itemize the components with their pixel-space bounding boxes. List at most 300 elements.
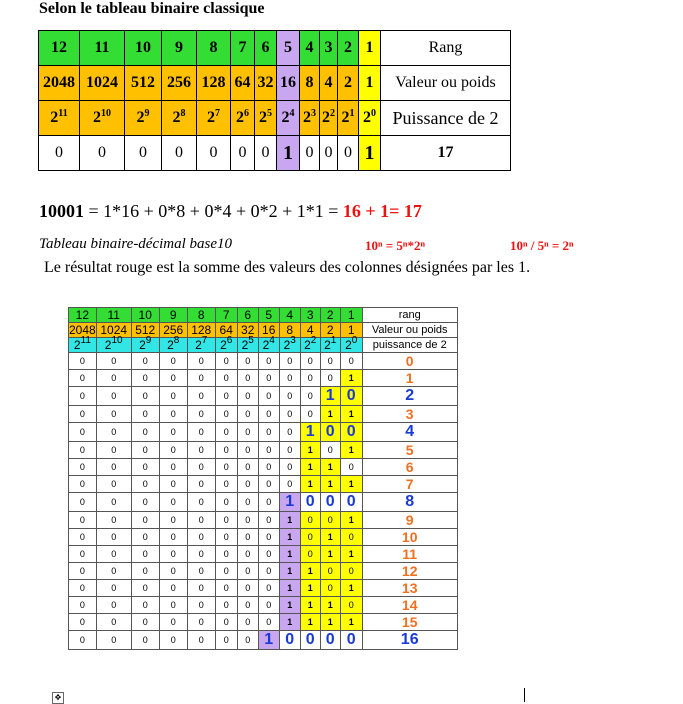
power-base: 2	[324, 338, 331, 352]
bit-cell: 0	[258, 597, 279, 614]
power-cell	[69, 335, 97, 353]
bit-cell: 0	[187, 476, 215, 493]
bit-cell: 0	[69, 597, 97, 614]
table-row	[69, 493, 458, 512]
bit-cell: 0	[96, 546, 131, 563]
bit-cell: 1	[300, 563, 320, 580]
bit-cell: 0	[131, 493, 159, 512]
bit-cell: 0	[159, 614, 187, 631]
value-label: Valeur ou poids	[381, 66, 511, 101]
table-move-handle-icon[interactable]: ✥	[52, 692, 64, 704]
bit-cell: 0	[131, 353, 159, 370]
bit-cell: 0	[96, 563, 131, 580]
bit-cell: 0	[279, 370, 300, 387]
bit-cell: 0	[69, 512, 97, 529]
bit-cell: 0	[80, 136, 125, 171]
bit-cell: 0	[96, 512, 131, 529]
rank-cell: 4	[300, 31, 320, 66]
power-base: 2	[363, 109, 371, 126]
bit-cell: 0	[258, 546, 279, 563]
power-cell	[338, 101, 359, 136]
power-cell	[39, 101, 80, 136]
power-cell	[215, 335, 237, 353]
bit-cell: 0	[215, 580, 237, 597]
bit-cell: 0	[159, 546, 187, 563]
power-exponent: 2	[330, 108, 335, 119]
bit-cell: 0	[159, 512, 187, 529]
table-row	[69, 631, 458, 650]
rank-label: rang	[362, 308, 457, 323]
bit-cell: 0	[279, 423, 300, 442]
table-row	[69, 406, 458, 423]
table-row	[69, 353, 458, 370]
equation	[39, 201, 422, 222]
bit-cell: 0	[237, 512, 258, 529]
bit-cell: 0	[131, 459, 159, 476]
bit-cell: 0	[215, 597, 237, 614]
bit-cell: 0	[300, 406, 320, 423]
rank-cell: 3	[300, 308, 320, 323]
table-caption: Tableau binaire-décimal base10	[39, 236, 233, 252]
bit-cell: 0	[159, 580, 187, 597]
table-row	[69, 614, 458, 631]
rank-cell: 9	[162, 31, 197, 66]
power-base: 2	[136, 109, 145, 126]
bit-cell: 0	[237, 546, 258, 563]
bit-cell: 0	[69, 529, 97, 546]
bit-cell: 0	[340, 459, 362, 476]
power-exponent: 11	[80, 335, 91, 346]
rank-row	[39, 31, 511, 66]
bit-cell: 0	[320, 370, 340, 387]
rank-cell: 2	[338, 31, 359, 66]
table-row	[69, 546, 458, 563]
power-label: Puissance de 2	[381, 101, 511, 136]
power-exponent: 8	[180, 108, 186, 119]
bit-cell: 0	[258, 563, 279, 580]
equation-result: 16 + 1= 17	[342, 201, 422, 221]
power-base: 2	[195, 338, 202, 352]
bit-cell: 0	[131, 512, 159, 529]
rank-cell: 12	[69, 308, 97, 323]
rank-cell: 11	[80, 31, 125, 66]
bit-cell: 0	[237, 423, 258, 442]
bit-cell: 0	[125, 136, 162, 171]
bit-cell: 0	[159, 459, 187, 476]
rank-cell: 6	[237, 308, 258, 323]
bit-cell: 0	[255, 136, 277, 171]
power-cell	[237, 335, 258, 353]
value-cell: 16	[277, 66, 300, 101]
bit-cell: 0	[131, 631, 159, 650]
value-cell: 128	[197, 66, 231, 101]
bit-cell: 0	[215, 387, 237, 406]
formula-1: 10ⁿ = 5ⁿ*2ⁿ	[365, 238, 425, 253]
bit-cell: 0	[279, 631, 300, 650]
decimal-cell: 15	[362, 614, 457, 631]
bit-cell: 1	[340, 442, 362, 459]
bit-cell: 0	[258, 406, 279, 423]
bit-cell: 0	[159, 387, 187, 406]
bit-cell: 1	[279, 580, 300, 597]
bit-cell: 0	[96, 406, 131, 423]
bit-cell: 0	[340, 423, 362, 442]
power-cell	[258, 335, 279, 353]
bit-cell: 0	[187, 387, 215, 406]
bit-cell: 0	[258, 423, 279, 442]
bit-cell: 0	[215, 529, 237, 546]
bit-cell: 0	[187, 442, 215, 459]
bit-cell: 0	[237, 442, 258, 459]
decimal-cell: 9	[362, 512, 457, 529]
power-base: 2	[167, 338, 174, 352]
bit-cell: 0	[159, 597, 187, 614]
power-base: 2	[262, 338, 270, 352]
bit-cell: 0	[96, 387, 131, 406]
power-base: 2	[50, 109, 59, 126]
power-base: 2	[322, 109, 330, 126]
bit-cell: 0	[320, 423, 340, 442]
bit-cell: 1	[320, 406, 340, 423]
power-cell	[340, 335, 362, 353]
power-exponent: 0	[351, 335, 358, 346]
bit-cell: 0	[320, 563, 340, 580]
bit-cell: 1	[340, 476, 362, 493]
rank-cell: 7	[231, 31, 255, 66]
equation-expression: = 1*16 + 0*8 + 0*4 + 0*2 + 1*1 =	[84, 201, 343, 221]
bit-cell: 0	[237, 614, 258, 631]
rank-cell: 8	[187, 308, 215, 323]
bit-cell: 0	[159, 529, 187, 546]
bit-cell: 0	[159, 370, 187, 387]
bit-cell: 1	[340, 512, 362, 529]
bit-cell: 0	[340, 563, 362, 580]
power-cell	[231, 101, 255, 136]
bit-cell: 0	[187, 614, 215, 631]
value-cell: 256	[159, 323, 187, 338]
bit-cell: 0	[96, 476, 131, 493]
bit-cell: 0	[69, 493, 97, 512]
table-row	[69, 597, 458, 614]
bit-cell: 0	[159, 406, 187, 423]
rank-cell: 8	[197, 31, 231, 66]
bit-cell: 0	[300, 353, 320, 370]
bit-cell: 0	[187, 597, 215, 614]
decimal-cell: 12	[362, 563, 457, 580]
value-cell: 512	[131, 323, 159, 338]
power-exponent: 1	[349, 108, 355, 119]
power-label: puissance de 2	[362, 338, 457, 353]
rank-cell: 7	[215, 308, 237, 323]
decimal-cell: 13	[362, 580, 457, 597]
bit-cell: 0	[320, 493, 340, 512]
table-row	[69, 459, 458, 476]
decimal-cell: 0	[362, 353, 457, 370]
power-cell	[359, 101, 381, 136]
value-cell: 1	[340, 323, 362, 338]
power-exponent: 5	[248, 335, 254, 346]
power-exponent: 9	[145, 335, 152, 346]
bit-cell: 0	[187, 529, 215, 546]
power-cell	[279, 335, 300, 353]
power-base: 2	[73, 338, 81, 352]
bit-cell: 0	[320, 136, 338, 171]
table-row	[69, 387, 458, 406]
bit-cell: 0	[131, 614, 159, 631]
bit-cell: 0	[231, 136, 255, 171]
value-cell: 16	[258, 323, 279, 338]
value-row	[69, 323, 458, 338]
rank-cell: 10	[131, 308, 159, 323]
rank-cell: 12	[39, 31, 80, 66]
power-base: 2	[241, 338, 249, 352]
bit-cell: 0	[69, 580, 97, 597]
equation-number: 10001	[39, 201, 84, 221]
table-row	[69, 580, 458, 597]
power-base: 2	[303, 109, 311, 126]
value-cell: 256	[162, 66, 197, 101]
bit-cell: 0	[338, 136, 359, 171]
bit-cell: 0	[258, 353, 279, 370]
power-base: 2	[345, 338, 352, 352]
bit-cell: 1	[340, 614, 362, 631]
rank-cell: 10	[125, 31, 162, 66]
bit-cell: 0	[96, 423, 131, 442]
page-title: Selon le tableau binaire classique	[39, 0, 265, 17]
bit-cell: 0	[187, 493, 215, 512]
power-base: 2	[207, 109, 215, 126]
rank-cell: 1	[359, 31, 381, 66]
power-cell	[80, 101, 125, 136]
value-cell: 1024	[96, 323, 131, 338]
rank-cell: 5	[258, 308, 279, 323]
power-row	[39, 101, 511, 136]
bit-cell: 0	[340, 353, 362, 370]
bit-cell: 0	[320, 353, 340, 370]
bit-cell: 0	[215, 563, 237, 580]
bit-cell: 0	[159, 631, 187, 650]
bit-cell: 1	[279, 512, 300, 529]
bit-cell: 1	[340, 370, 362, 387]
power-exponent: 5	[267, 108, 272, 119]
bit-cell: 0	[96, 493, 131, 512]
rank-cell: 3	[320, 31, 338, 66]
value-cell: 512	[125, 66, 162, 101]
power-cell	[320, 335, 340, 353]
bit-cell: 0	[300, 136, 320, 171]
bit-cell: 0	[187, 353, 215, 370]
bit-cell: 1	[277, 136, 300, 171]
power-base: 2	[259, 109, 267, 126]
bit-cell: 0	[187, 423, 215, 442]
binary-table-summary	[38, 30, 511, 171]
bit-cell: 0	[320, 512, 340, 529]
bit-cell: 0	[215, 459, 237, 476]
power-base: 2	[304, 338, 311, 352]
bit-cell: 1	[320, 529, 340, 546]
bit-cell: 0	[258, 476, 279, 493]
power-base: 2	[236, 109, 244, 126]
bit-cell: 0	[340, 493, 362, 512]
bit-cell: 0	[215, 353, 237, 370]
rank-cell: 5	[277, 31, 300, 66]
bit-cell: 0	[187, 563, 215, 580]
bit-cell: 0	[258, 493, 279, 512]
power-base: 2	[220, 338, 227, 352]
bit-cell: 0	[300, 512, 320, 529]
bit-cell: 0	[131, 442, 159, 459]
bit-cell: 0	[159, 353, 187, 370]
bit-cell: 1	[320, 459, 340, 476]
bit-cell: 1	[279, 597, 300, 614]
power-cell	[162, 101, 197, 136]
bit-cell: 0	[237, 370, 258, 387]
power-exponent: 8	[173, 335, 180, 346]
value-cell: 32	[237, 323, 258, 338]
power-exponent: 2	[310, 335, 317, 346]
bit-cell: 0	[215, 546, 237, 563]
bit-cell: 0	[237, 406, 258, 423]
bit-cell: 0	[300, 529, 320, 546]
bit-cell: 0	[340, 529, 362, 546]
value-cell: 64	[215, 323, 237, 338]
bit-cell: 0	[69, 631, 97, 650]
bit-cell: 0	[159, 493, 187, 512]
bit-cell: 0	[279, 353, 300, 370]
bit-cell: 0	[96, 580, 131, 597]
formula-2: 10ⁿ / 5ⁿ = 2ⁿ	[510, 238, 574, 253]
value-cell: 2	[338, 66, 359, 101]
bit-cell: 0	[215, 512, 237, 529]
power-base: 2	[283, 338, 291, 352]
bit-cell: 0	[320, 580, 340, 597]
bit-cell: 0	[187, 512, 215, 529]
bit-cell: 1	[340, 406, 362, 423]
rank-cell: 6	[255, 31, 277, 66]
value-cell: 4	[320, 66, 338, 101]
bit-cell: 0	[258, 580, 279, 597]
power-cell	[125, 101, 162, 136]
bit-cell: 0	[69, 370, 97, 387]
bit-cell: 1	[320, 476, 340, 493]
bit-cell: 0	[187, 459, 215, 476]
rank-row	[69, 308, 458, 323]
bit-cell: 0	[96, 442, 131, 459]
power-exponent: 4	[289, 108, 295, 119]
bit-cell: 1	[320, 597, 340, 614]
value-cell: 1	[359, 66, 381, 101]
bit-cell: 0	[131, 370, 159, 387]
bit-cell: 0	[131, 597, 159, 614]
bit-cell: 0	[237, 580, 258, 597]
bit-cell: 1	[279, 529, 300, 546]
bit-cell: 0	[69, 563, 97, 580]
bit-cell: 0	[237, 476, 258, 493]
bit-cell: 0	[258, 459, 279, 476]
bit-cell: 0	[96, 353, 131, 370]
bit-cell: 0	[320, 442, 340, 459]
decimal-cell: 8	[362, 493, 457, 512]
power-exponent: 10	[111, 335, 123, 346]
bit-cell: 1	[258, 631, 279, 650]
decimal-cell: 16	[362, 631, 457, 650]
value-cell: 2048	[39, 66, 80, 101]
power-exponent: 10	[101, 108, 111, 119]
power-exponent: 6	[244, 108, 249, 119]
table-row	[69, 512, 458, 529]
bit-cell: 0	[69, 442, 97, 459]
bit-cell: 0	[187, 580, 215, 597]
bit-cell: 0	[215, 476, 237, 493]
bit-cell: 0	[320, 631, 340, 650]
bit-cell: 0	[69, 476, 97, 493]
bit-cell: 0	[215, 406, 237, 423]
power-cell	[320, 101, 338, 136]
value-cell: 32	[255, 66, 277, 101]
bit-cell: 1	[320, 387, 340, 406]
bit-cell: 0	[96, 370, 131, 387]
bit-cell: 0	[96, 614, 131, 631]
bit-cell: 1	[300, 476, 320, 493]
power-base: 2	[104, 338, 112, 352]
bit-cell: 0	[131, 476, 159, 493]
power-base: 2	[139, 338, 146, 352]
value-row	[39, 66, 511, 101]
bit-cell: 0	[258, 614, 279, 631]
bits-row	[39, 136, 511, 171]
value-cell: 64	[231, 66, 255, 101]
power-cell	[197, 101, 231, 136]
bit-cell: 0	[159, 563, 187, 580]
power-exponent: 3	[311, 108, 316, 119]
power-base: 2	[172, 109, 181, 126]
bit-cell: 0	[39, 136, 80, 171]
bit-cell: 0	[237, 459, 258, 476]
decimal-cell: 14	[362, 597, 457, 614]
value-cell: 8	[300, 66, 320, 101]
bit-cell: 0	[237, 493, 258, 512]
bit-cell: 1	[279, 614, 300, 631]
bit-cell: 0	[162, 136, 197, 171]
bit-cell: 1	[359, 136, 381, 171]
bit-cell: 0	[96, 459, 131, 476]
bit-cell: 0	[237, 529, 258, 546]
power-cell	[277, 101, 300, 136]
decimal-cell: 1	[362, 370, 457, 387]
rank-cell: 1	[340, 308, 362, 323]
power-exponent: 6	[226, 335, 233, 346]
bit-cell: 0	[279, 387, 300, 406]
bit-cell: 1	[320, 546, 340, 563]
power-row	[69, 338, 458, 353]
bit-cell: 1	[279, 546, 300, 563]
bit-cell: 0	[300, 546, 320, 563]
power-cell	[300, 101, 320, 136]
power-base: 2	[93, 109, 101, 126]
bit-cell: 0	[237, 597, 258, 614]
value-cell: 2	[320, 323, 340, 338]
bit-cell: 0	[340, 387, 362, 406]
bit-cell: 0	[131, 546, 159, 563]
value-cell: 8	[279, 323, 300, 338]
bit-cell: 0	[69, 387, 97, 406]
bit-cell: 0	[96, 597, 131, 614]
bit-cell: 0	[279, 442, 300, 459]
rank-cell: 9	[159, 308, 187, 323]
power-cell	[159, 335, 187, 353]
bit-cell: 0	[69, 353, 97, 370]
bit-cell: 0	[258, 370, 279, 387]
